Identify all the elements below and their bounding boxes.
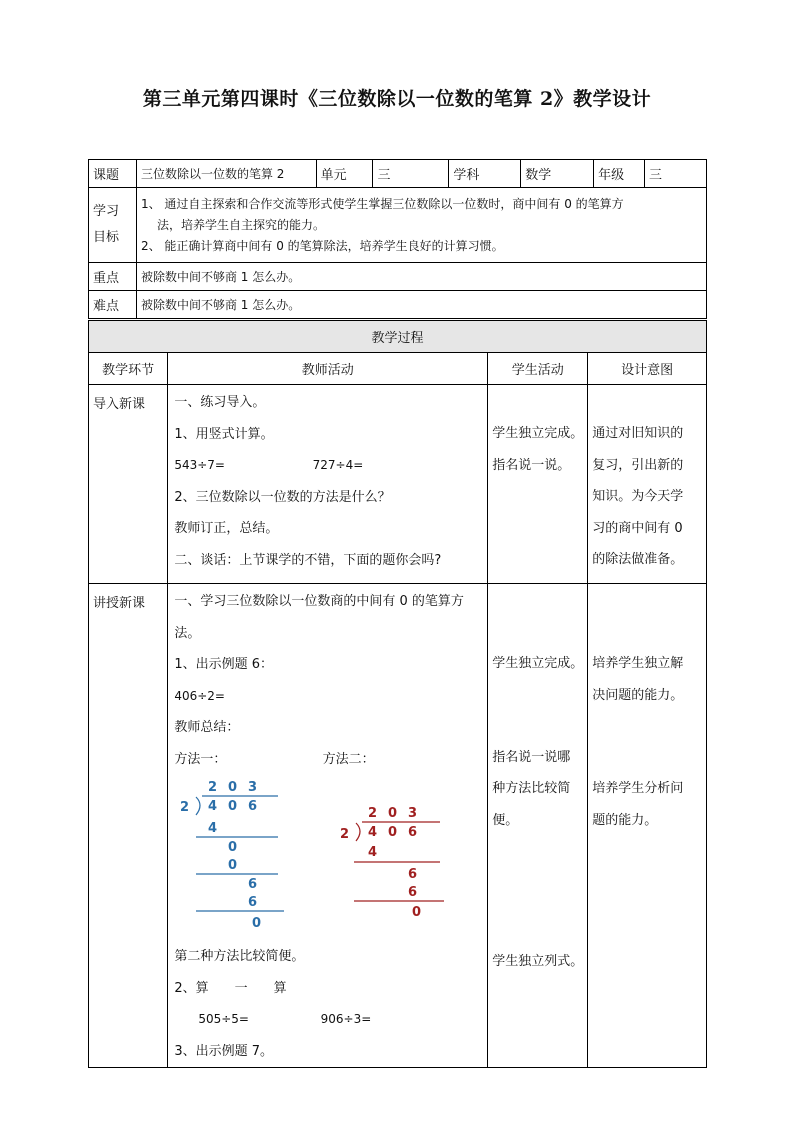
teach-t7 <box>174 1004 483 1036</box>
teach-t4: 教师总结： <box>174 720 240 735</box>
teach-t5: 第二种方法比较简便。 <box>174 949 305 964</box>
m2-divisor: 2 <box>340 827 350 842</box>
m1-dividend-2: 6 <box>248 799 258 814</box>
method2-label: 方法二： <box>322 751 375 767</box>
intro-i3: 习的商中间有 0 <box>592 520 683 536</box>
m2-quotient-2: 3 <box>408 806 418 821</box>
long-division-figures <box>174 775 474 941</box>
teach-i1 <box>592 648 702 711</box>
intro-teacher <box>168 385 488 584</box>
key-value: 被除数中间不够商 1 怎么办。 <box>136 263 706 291</box>
teach-s2 <box>492 742 583 837</box>
intro-t3 <box>174 450 483 482</box>
process-table <box>88 320 707 1068</box>
teach-s2-line0: 指名说一说哪 <box>492 749 571 765</box>
topic-label: 课题 <box>89 160 137 188</box>
intro-i0: 通过对旧知识的 <box>592 426 684 441</box>
page-title: 第三单元第四课时《三位数除以一位数的笔算 2》教学设计 <box>142 88 652 110</box>
m2-step-0: 4 <box>368 845 378 860</box>
method1-label: 方法一： <box>174 751 227 767</box>
teach-s1: 学生独立完成。 <box>492 656 584 671</box>
intro-t5: 教师订正，总结。 <box>174 521 279 536</box>
m1-step-4: 6 <box>248 895 258 910</box>
goals-value <box>136 188 706 263</box>
m1-dividend-1: 0 <box>228 799 238 814</box>
m1-dividend-0: 4 <box>208 799 218 814</box>
teach-i2-line0: 培养学生分析问 <box>592 781 684 796</box>
col-stage: 教学环节 <box>89 353 168 385</box>
goal-2: 2、 能正确计算商中间有 0 的笔算除法，培养学生良好的计算习惯。 <box>140 238 504 253</box>
teach-stage: 讲授新课 <box>89 584 168 1068</box>
m1-step-3: 6 <box>248 877 258 892</box>
teach-intent <box>588 584 707 1068</box>
teach-methods <box>174 744 483 776</box>
teach-i2-line1: 题的能力。 <box>592 812 658 828</box>
teach-student <box>488 584 588 1068</box>
key-label: 重点 <box>89 263 137 291</box>
intro-i1: 复习，引出新的 <box>592 457 684 473</box>
m1-step-1: 0 <box>228 840 238 855</box>
unit-value: 三 <box>373 160 449 188</box>
m2-quotient-1: 0 <box>388 806 398 821</box>
intro-t3a: 543÷7= <box>174 458 225 472</box>
intro-stage: 导入新课 <box>89 385 168 584</box>
intro-intent <box>588 385 707 584</box>
method2-figure <box>340 806 444 920</box>
intro-t2: 1、用竖式计算。 <box>174 426 274 442</box>
m2-dividend-0: 4 <box>368 825 378 840</box>
m2-dividend-2: 6 <box>408 825 418 840</box>
teach-i2 <box>592 773 702 836</box>
m2-dividend-1: 0 <box>388 825 398 840</box>
grade-label: 年级 <box>594 160 645 188</box>
m2-quotient-0: 2 <box>368 806 378 821</box>
m1-quotient-0: 2 <box>208 780 218 795</box>
m1-quotient-1: 0 <box>228 780 238 795</box>
process-header: 教学过程 <box>89 321 707 353</box>
subject-value: 数学 <box>521 160 594 188</box>
intro-t3b: 727÷4= <box>312 458 364 472</box>
intro-i4: 的除法做准备。 <box>592 552 684 567</box>
m1-quotient-2: 3 <box>248 780 258 795</box>
intro-s1: 学生独立完成。 <box>492 426 584 441</box>
teach-s2-line1: 种方法比较简 <box>492 781 571 796</box>
col-teacher: 教师活动 <box>168 353 488 385</box>
grade-value: 三 <box>645 160 707 188</box>
long-division-area <box>174 775 483 941</box>
goals-label: 学习目标 <box>89 188 137 263</box>
difficulty-label: 难点 <box>89 291 137 319</box>
teach-t3: 406÷2= <box>174 688 225 703</box>
teach-s2-line2: 便。 <box>492 812 519 828</box>
col-student: 学生活动 <box>488 353 588 385</box>
intro-student <box>488 385 588 584</box>
teach-t1: 一、学习三位数除以一位数商的中间有 0 的笔算方 <box>174 594 464 609</box>
teach-t1b: 法。 <box>174 625 201 641</box>
m2-step-1: 6 <box>408 867 418 882</box>
unit-label: 单元 <box>316 160 373 188</box>
teach-i1-line1: 决问题的能力。 <box>592 687 684 703</box>
intro-s2: 指名说一说。 <box>492 457 571 473</box>
m2-step-2: 6 <box>408 885 418 900</box>
intro-t4: 2、三位数除以一位数的方法是什么？ <box>174 489 391 505</box>
teach-t2: 1、出示例题 6： <box>174 657 273 672</box>
m2-step-3: 0 <box>412 905 422 920</box>
difficulty-value: 被除数中间不够商 1 怎么办。 <box>136 291 706 319</box>
intro-i2: 知识。为今天学 <box>592 489 684 504</box>
m1-step-2: 0 <box>228 858 238 873</box>
teach-t8: 3、出示例题 7。 <box>174 1043 273 1059</box>
intro-t6: 二、谈话：上节课学的不错，下面的题你会吗? <box>174 552 442 568</box>
goal-1-cont: 法，培养学生自主探究的能力。 <box>156 217 325 232</box>
teach-teacher <box>168 584 488 1068</box>
goal-1: 1、 通过自主探索和合作交流等形式使学生掌握三位数除以一位数时，商中间有 0 的笔算方 <box>140 196 624 211</box>
m1-step-0: 4 <box>208 821 218 836</box>
m1-step-5: 0 <box>252 916 262 931</box>
method1-figure <box>180 780 284 931</box>
teach-t7b: 906÷3= <box>320 1012 372 1026</box>
col-intent: 设计意图 <box>588 353 707 385</box>
teach-t6: 2、算 一 算 <box>174 980 287 996</box>
topic-value: 三位数除以一位数的笔算 2 <box>136 160 316 188</box>
m1-divisor: 2 <box>180 800 190 815</box>
info-table <box>88 159 707 319</box>
teach-i1-line0: 培养学生独立解 <box>592 656 684 671</box>
teach-t7a: 505÷5= <box>198 1012 249 1026</box>
subject-label: 学科 <box>449 160 521 188</box>
intro-t1: 一、练习导入。 <box>174 395 266 410</box>
teach-s3: 学生独立列式。 <box>492 954 584 969</box>
